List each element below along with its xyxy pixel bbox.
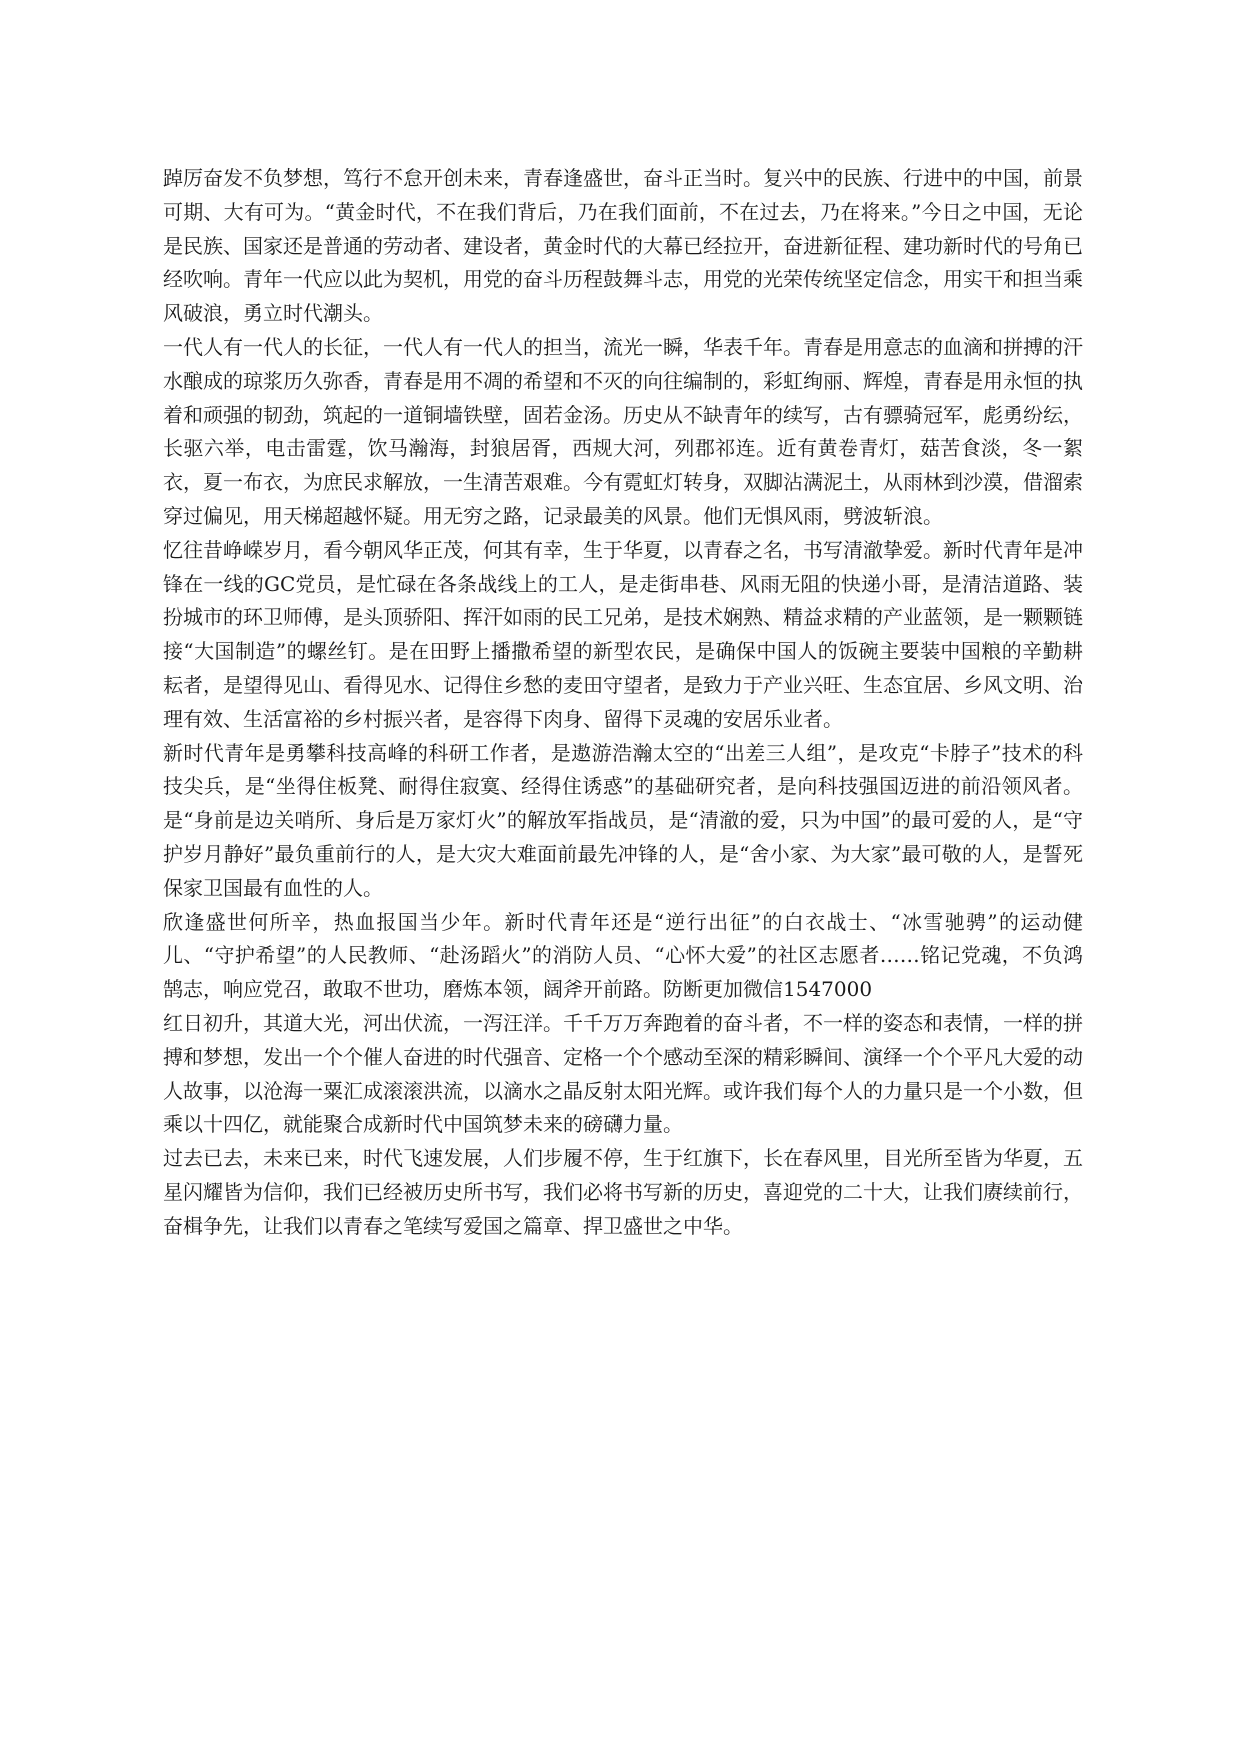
paragraph-4: 新时代青年是勇攀科技高峰的科研工作者，是遨游浩瀚太空的“出差三人组”，是攻克“卡脖子”技术的科技尖兵，是“坐得住板凳、耐得住寂寞、经得住诱惑”的基础研究者，是向科技强国迈进的前沿领风者。是“身前是边关哨所、身后是万家灯火”的解放军指战员，是“清澈的爱，只为中国”的最可爱的人，是“守护岁月静好”最负重前行的人，是大灾大难面前最先冲锋的人，是“舍小家、为大家”最可敬的人，是誓死保家卫国最有血性的人。: [163, 740, 1083, 900]
document-body: [163, 162, 1083, 1244]
paragraph-3: 忆往昔峥嵘岁月，看今朝风华正茂，何其有幸，生于华夏，以青春之名，书写清澈挚爱。新时代青年是冲锋在一线的GC党员，是忙碌在各条战线上的工人，是走街串巷、风雨无阻的快递小哥，是清洁道路、装扮城市的环卫师傅，是头顶骄阳、挥汗如雨的民工兄弟，是技术娴熟、精益求精的产业蓝领，是一颗颗链接“大国制造”的螺丝钉。是在田野上播撒希望的新型农民，是确保中国人的饭碗主要装中国粮的辛勤耕耘者，是望得见山、看得见水、记得住乡愁的麦田守望者，是致力于产业兴旺、生态宜居、乡风文明、治理有效、生活富裕的乡村振兴者，是容得下肉身、留得下灵魂的安居乐业者。: [163, 537, 1083, 731]
paragraph-6: 红日初升，其道大光，河出伏流，一泻汪洋。千千万万奔跑着的奋斗者，不一样的姿态和表情，一样的拼搏和梦想，发出一个个催人奋进的时代强音、定格一个个感动至深的精彩瞬间、演绎一个个平凡大爱的动人故事，以沧海一粟汇成滚滚洪流，以滴水之晶反射太阳光辉。或许我们每个人的力量只是一个小数，但乘以十四亿，就能聚合成新时代中国筑梦未来的磅礴力量。: [163, 1010, 1083, 1137]
paragraph-7: 过去已去，未来已来，时代飞速发展，人们步履不停，生于红旗下，长在春风里，目光所至皆为华夏，五星闪耀皆为信仰，我们已经被历史所书写，我们必将书写新的历史，喜迎党的二十大，让我们赓续前行，奋楫争先，让我们以青春之笔续写爱国之篇章、捍卫盛世之中华。: [163, 1146, 1083, 1238]
paragraph-2: 一代人有一代人的长征，一代人有一代人的担当，流光一瞬，华表千年。青春是用意志的血滴和拼搏的汗水酿成的琼浆历久弥香，青春是用不凋的希望和不灭的向往编制的，彩虹绚丽、辉煌，青春是用永恒的执着和顽强的韧劲，筑起的一道铜墙铁壁，固若金汤。历史从不缺青年的续写，古有骠骑冠军，彪勇纷纭，长驱六举，电击雷霆，饮马瀚海，封狼居胥，西规大河，列郡祁连。近有黄卷青灯，菇苦食淡，冬一絮衣，夏一布衣，为庶民求解放，一生清苦艰难。今有霓虹灯转身，双脚沾满泥土，从雨林到沙漠，借溜索穿过偏见，用天梯超越怀疑。用无穷之路，记录最美的风景。他们无惧风雨，劈波斩浪。: [163, 334, 1083, 528]
paragraph-5: 欣逢盛世何所辛，热血报国当少年。新时代青年还是“逆行出征”的白衣战士、“冰雪驰骋”的运动健儿、“守护希望”的人民教师、“赴汤蹈火”的消防人员、“心怀大爱”的社区志愿者……铭记党魂，不负鸿鹄志，响应党召，敢取不世功，磨炼本领，阔斧开前路。防断更加微信1547000: [163, 909, 1083, 1002]
paragraph-1: 踔厉奋发不负梦想，笃行不怠开创未来，青春逢盛世，奋斗正当时。复兴中的民族、行进中的中国，前景可期、大有可为。“黄金时代，不在我们背后，乃在我们面前，不在过去，乃在将来。”今日之中国，无论是民族、国家还是普通的劳动者、建设者，黄金时代的大幕已经拉开，奋进新征程、建功新时代的号角已经吹响。青年一代应以此为契机，用党的奋斗历程鼓舞斗志，用党的光荣传统坚定信念，用实干和担当乘风破浪，勇立时代潮头。: [163, 166, 1083, 326]
